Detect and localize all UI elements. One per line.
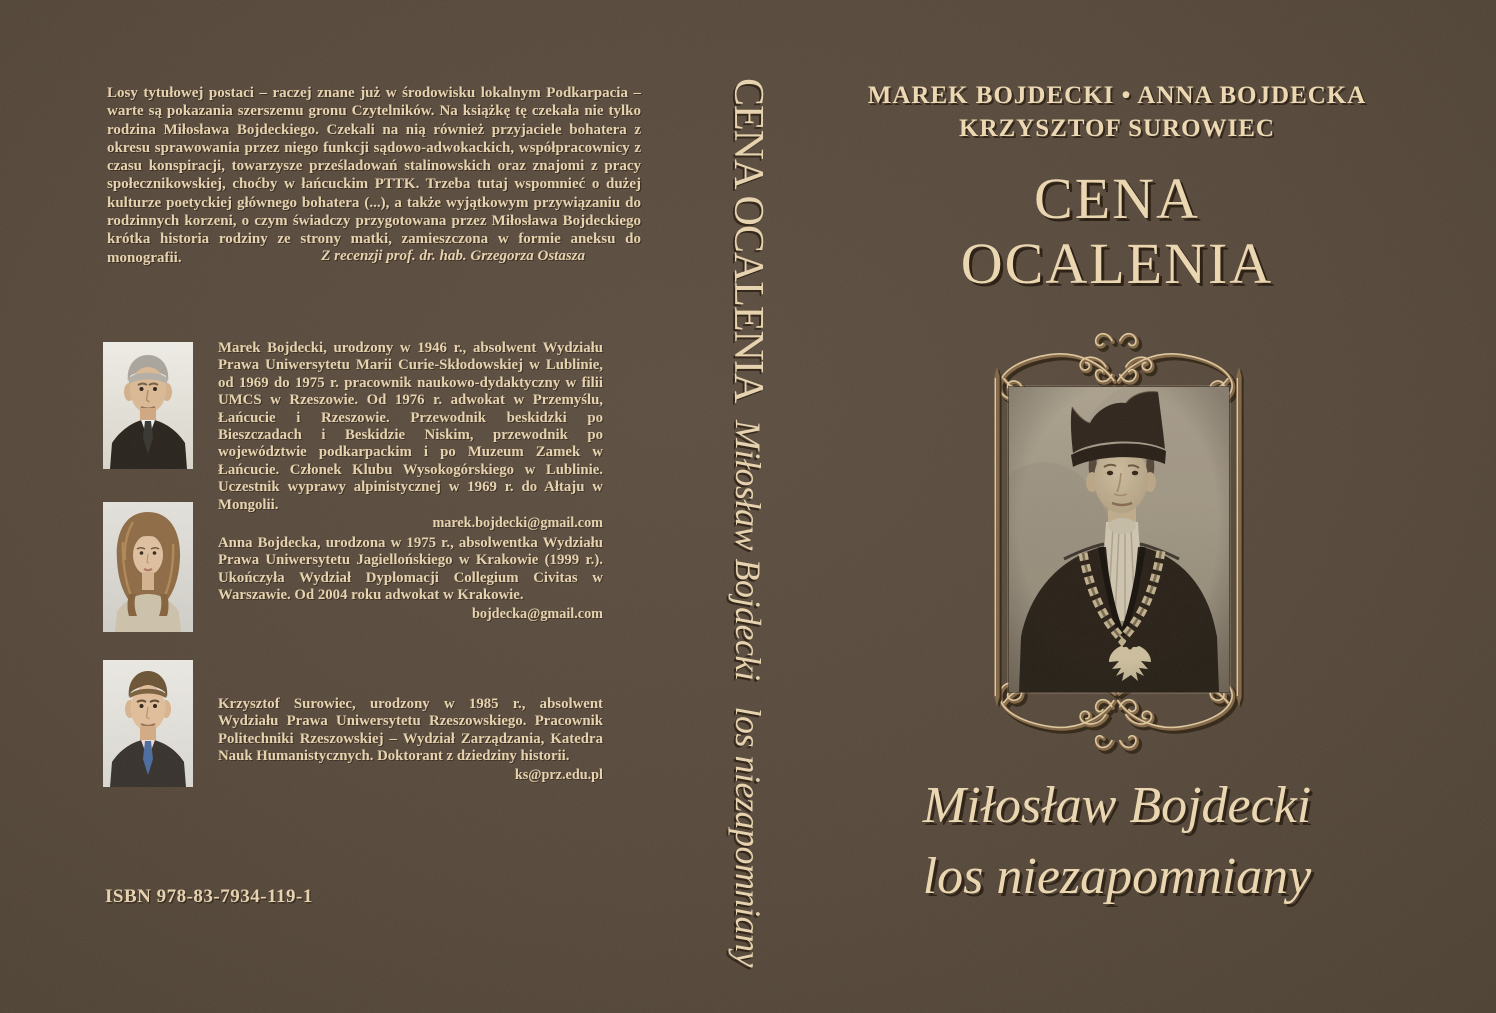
author-email: bojdecka@gmail.com	[471, 605, 603, 622]
author-email: ks@prz.edu.pl	[514, 766, 603, 783]
author-bio-text: Krzysztof Surowiec, urodzony w 1985 r., absolwent Wydziału Prawa Uniwersytetu Rzeszowskiego. Pracownik Politechniki Rzeszowskiej – Wydział Zarządzania, Katedra Nauk Humanistycznych. Doktorant z dziedziny historii.	[218, 696, 603, 765]
author-bio-text: Marek Bojdecki, urodzony w 1946 r., absolwent Wydziału Prawa Uniwersytetu Marii Curie-Skłodowskiej w Lublinie, od 1969 do 1975 r. pracownik naukowo-dydaktyczny w filii UMCS w Rzeszowie. Od 1976 r. adwokat w Przemyślu, Łańcucie i Rzeszowie. Przewodnik beskidzki po Bieszczadach i Beskidzie Niskim, przewodnik po województwie podkarpackim i po Muzeum Zamek w Łańcucie. Członek Klubu Wysokogórskiego w Lublinie. Uczestnik wyprawy alpinistycznej w 1969 r. do Ałtaju w Mongolii.	[218, 340, 603, 513]
front-authors-line1: MAREK BOJDECKI • ANNA BOJDECKA	[867, 82, 1367, 109]
author-photo-krzysztof-surowiec	[103, 660, 193, 787]
front-subtitle-line1: Miłosław Bojdecki	[922, 777, 1312, 834]
back-cover-review-text: Losy tytułowej postaci – raczej znane już w środowisku lokalnym Podkarpacia – warte są pokazania szerszemu gronu Czytelników. Na książkę tę czekała nie tylko rodzina Miłosława Bojdeckiego. Czekali na nią również przyjaciele bohatera z okresu sprawowania przez niego funkcji sądowo-adwokackich, współpracownicy z czasu konspiracji, towarzysze prześladowań stalinowskich oraz znajomi z pracy społecznikowskiej, choćby w łańcuckim PTTK. Trzeba tutaj wspomnieć o dużej kulturze poetyckiej głównego bohatera (...), a także wyjątkowym przywiązaniu do rodzinnych korzeni, o czym świadczy przygotowana przez Miłosława Bojdeckiego krótka historia rodziny ze strony matki, zamieszczona w formie aneksu do monografii.	[107, 85, 641, 266]
spine-title: CENA OCALENIA	[725, 78, 771, 403]
front-subtitle-line2: los niezapomniany	[922, 848, 1312, 905]
front-subtitle	[810, 770, 1424, 912]
frame-rail-right	[1236, 367, 1243, 708]
frame-rail-left	[994, 367, 1001, 708]
front-authors-line2: KRZYSZTOF SUROWIEC	[959, 115, 1275, 142]
author-bio-anna	[218, 535, 603, 623]
book-spine	[716, 78, 780, 968]
author-bio-marek	[218, 340, 603, 532]
cover-portrait-photo	[1009, 387, 1229, 692]
front-authors	[810, 79, 1424, 145]
author-email: marek.bojdecki@gmail.com	[432, 515, 603, 532]
author-photo-anna-bojdecka	[103, 502, 193, 632]
back-cover-review-attribution: Z recenzji prof. dr. hab. Grzegorza Ostasza	[321, 248, 585, 264]
author-bio-text: Anna Bojdecka, urodzona w 1975 r., absolwentka Wydziału Prawa Uniwersytetu Jagiellońskiego w Krakowie (1999 r.). Ukończyła Wydział Dyplomacji Collegium Civitas w Warszawie. Od 2004 roku adwokat w Krakowie.	[218, 535, 603, 604]
isbn-number: ISBN 978-83-7934-119-1	[105, 886, 313, 907]
front-title	[810, 166, 1424, 296]
front-title-line1: CENA	[1034, 166, 1200, 231]
spine-subtitle: Miłosław Bojdecki los niezapomniany	[728, 420, 768, 968]
front-title-line2: OCALENIA	[960, 231, 1274, 296]
author-bio-krzysztof	[218, 696, 603, 784]
author-photo-marek-bojdecki	[103, 342, 193, 469]
